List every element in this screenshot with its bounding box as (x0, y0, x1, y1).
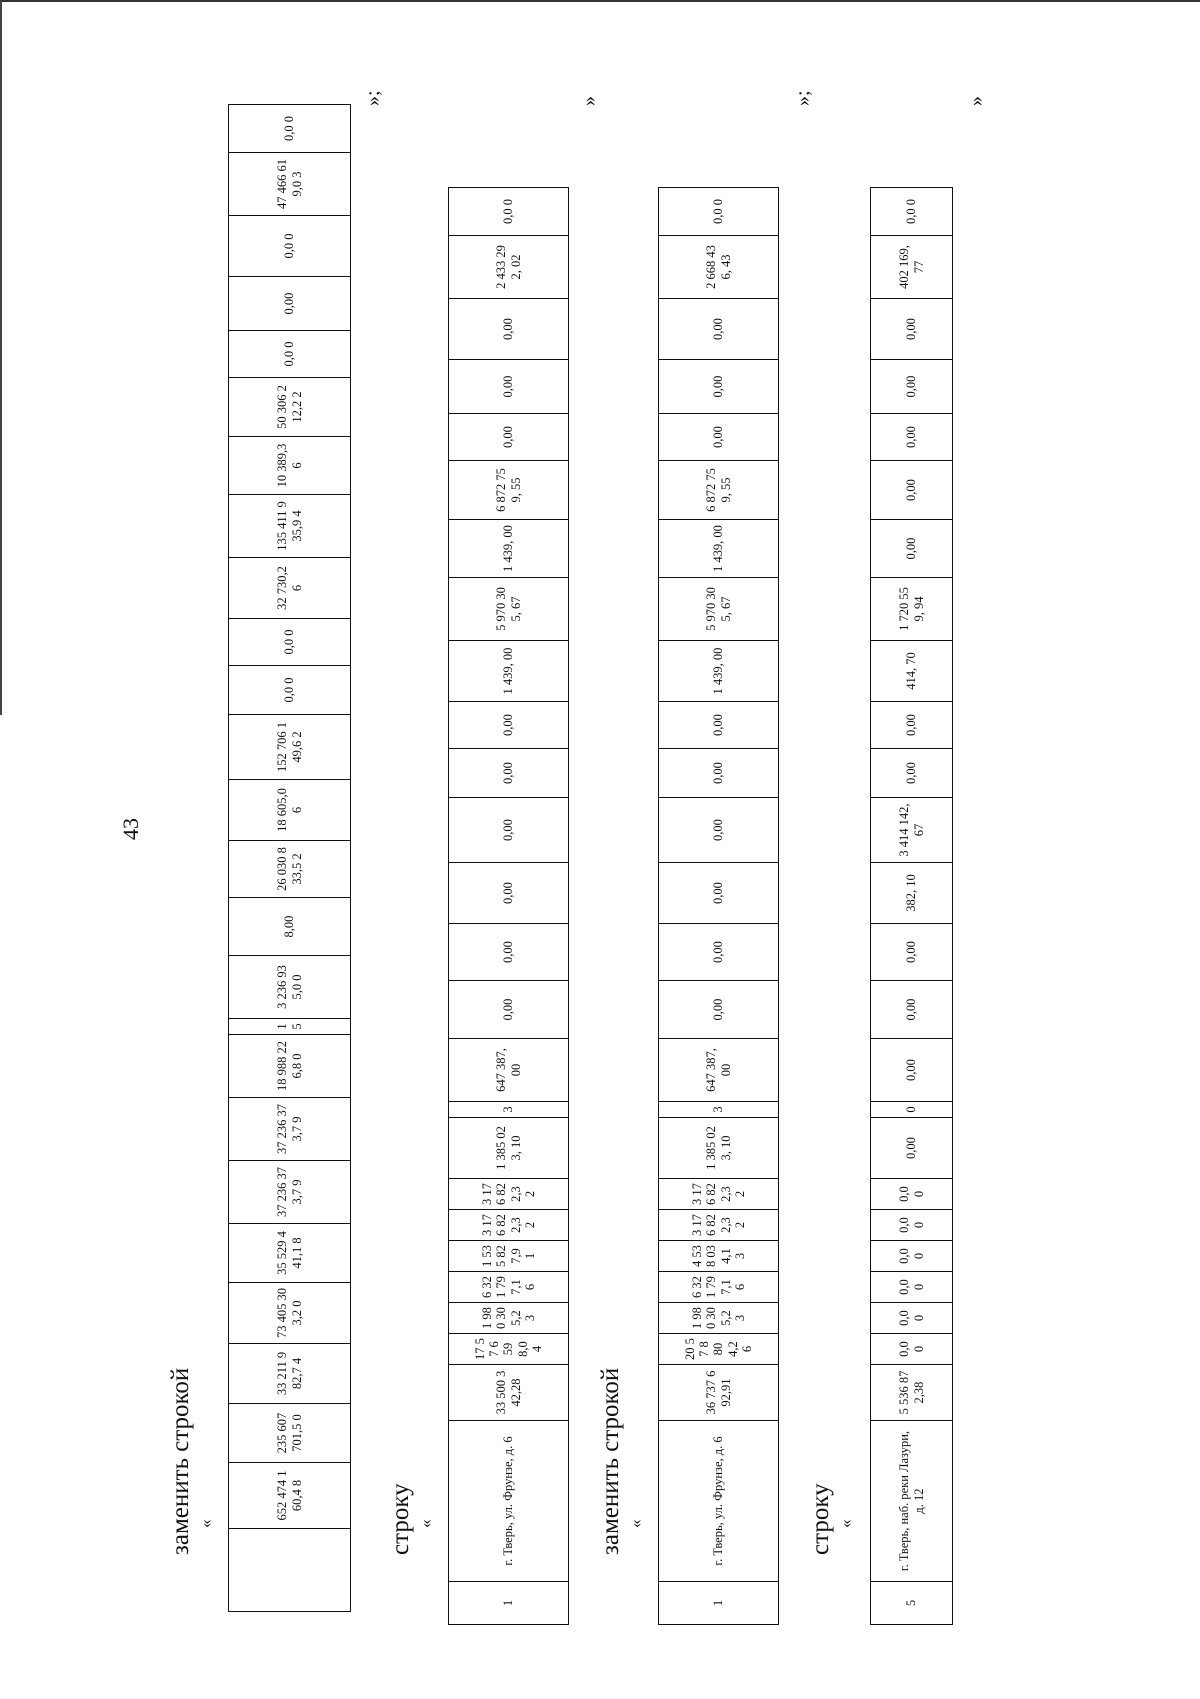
cell-value: 0,00 (501, 762, 516, 784)
block-2-table-rotor (448, 187, 569, 1625)
table-cell (871, 1365, 953, 1421)
cell-value: 0,00 (904, 714, 919, 736)
cell-value: 3 (501, 1106, 516, 1113)
table-cell (449, 1334, 569, 1365)
cell-value: 402 169, 77 (897, 245, 926, 289)
cell-value: 3 414 142, 67 (897, 803, 926, 857)
cell-value: 0,00 (904, 941, 919, 963)
cell-value: 5 (904, 1599, 919, 1607)
table-cell (449, 299, 569, 360)
cell-value: 3 (711, 1106, 726, 1113)
table-cell (449, 1039, 569, 1102)
table-cell (229, 437, 351, 495)
cell-value: 0,00 (904, 479, 919, 501)
cell-value: 1 (501, 1599, 516, 1607)
cell-value: 3 17 6 82 2,3 2 (689, 1183, 747, 1205)
cell-value: 0,0 0 (282, 677, 297, 703)
table-cell (449, 188, 569, 236)
table-cell (659, 1102, 779, 1118)
table-cell (449, 798, 569, 863)
cell-value: 18 988 226,8 0 (275, 1041, 304, 1091)
cell-value: 0,00 (711, 318, 726, 340)
table-cell (871, 1421, 953, 1582)
cell-value: 0,00 (904, 1137, 919, 1159)
cell-value: 5 970 305, 67 (704, 587, 733, 631)
table-cell (449, 863, 569, 924)
table-cell (659, 981, 779, 1039)
table-cell (871, 188, 953, 236)
cell-value: 6 32 1 79 7,1 6 (479, 1276, 537, 1298)
table-cell (659, 236, 779, 299)
table-cell (229, 1161, 351, 1224)
table-row (449, 188, 569, 1625)
table-cell (659, 798, 779, 863)
cell-value: 0,0 0 (904, 199, 919, 224)
block-3-close-quote: »; (792, 90, 814, 106)
cell-value: 1 (711, 1599, 726, 1607)
cell-value: 0,0 0 (282, 233, 297, 259)
block-4-table (870, 187, 953, 1625)
cell-value: 0,00 (501, 941, 516, 963)
cell-value: 1 439, 00 (501, 525, 516, 572)
table-cell (871, 924, 953, 981)
table-row (229, 105, 351, 1612)
table-cell (229, 1035, 351, 1098)
table-cell (449, 360, 569, 414)
block-1-table-rotor (228, 104, 351, 1612)
block-1-table (228, 104, 351, 1612)
cell-value: 647 387, 00 (704, 1048, 733, 1092)
table-cell (871, 1118, 953, 1179)
table-cell (871, 360, 953, 414)
table-cell (229, 841, 351, 898)
table-cell (449, 578, 569, 641)
cell-value: 0,00 (904, 998, 919, 1021)
cell-value: 33 211 982,7 4 (275, 1351, 304, 1396)
cell-value: 3 17 6 82 2,3 2 (479, 1214, 537, 1236)
table-cell (871, 414, 953, 461)
cell-value: 652 474 160,4 8 (275, 1470, 304, 1521)
cell-value: 0,0 0 (897, 1217, 926, 1233)
cell-value: 235 607 701,5 0 (275, 1412, 304, 1454)
cell-value: 414, 70 (904, 652, 919, 690)
table-cell (871, 702, 953, 749)
table-cell (229, 277, 351, 331)
cell-value: 6 872 759, 55 (704, 468, 733, 512)
table-cell (229, 1529, 351, 1612)
table-cell (659, 1365, 779, 1421)
table-cell (229, 1019, 351, 1035)
cell-value: 1 439, 00 (501, 647, 516, 695)
table-cell (229, 105, 351, 153)
table-cell (659, 924, 779, 981)
cell-value: 4 53 8 03 4,1 3 (689, 1245, 747, 1267)
table-cell (229, 1098, 351, 1161)
table-cell (871, 1272, 953, 1303)
table-cell (871, 1303, 953, 1334)
table-cell (659, 520, 779, 578)
cell-value: 32 730,2 6 (275, 566, 304, 610)
table-cell (449, 749, 569, 798)
cell-value: 1 439, 00 (711, 647, 726, 695)
cell-value: 36 737 692,91 (704, 1370, 733, 1415)
table-cell (659, 188, 779, 236)
cell-value: 3 236 935,0 0 (275, 965, 304, 1009)
table-cell (871, 1241, 953, 1272)
block-2-open-quote: « (416, 1519, 435, 1528)
table-cell (659, 578, 779, 641)
cell-value: 26 030 833,5 2 (275, 847, 304, 891)
table-cell (871, 798, 953, 863)
cell-value: 17 57 6 59 8,0 4 (472, 1338, 545, 1360)
cell-value: 35 529 441,1 8 (275, 1231, 304, 1275)
cell-value: 0,00 (501, 426, 516, 448)
cell-value: 0 (904, 1106, 919, 1113)
table-cell (659, 702, 779, 749)
table-cell (229, 780, 351, 841)
table-cell (871, 1039, 953, 1102)
cell-value: 0,0 0 (897, 1248, 926, 1264)
cell-value: 10 389,3 6 (275, 443, 304, 488)
table-cell (229, 1463, 351, 1529)
table-cell (449, 1118, 569, 1179)
cell-value: 0,00 (711, 375, 726, 398)
cell-value: 0,0 0 (897, 1310, 926, 1326)
table-cell (659, 299, 779, 360)
cell-value: 0,00 (501, 375, 516, 398)
cell-value: г. Тверь, ул. Фрунзе, д. 6 (711, 1436, 726, 1566)
table-cell (659, 1334, 779, 1365)
table-cell (229, 619, 351, 666)
block-4-phrase: строку (807, 1483, 834, 1555)
cell-value: 1 439, 00 (711, 525, 726, 572)
cell-value: 47 466 619,0 3 (275, 159, 304, 209)
cell-value: 1 53 5 82 7,9 1 (479, 1245, 537, 1267)
cell-value: 0,00 (711, 819, 726, 841)
cell-value: 382, 10 (904, 874, 919, 912)
cell-value: 0,0 0 (282, 116, 297, 141)
cell-value: 6 872 759, 55 (494, 468, 523, 512)
cell-value: 0,00 (501, 318, 516, 340)
table-cell (659, 1582, 779, 1625)
cell-value: 0,0 0 (897, 1279, 926, 1295)
table-cell (449, 1303, 569, 1334)
table-cell (659, 1241, 779, 1272)
cell-value: 0,00 (711, 426, 726, 448)
table-cell (871, 863, 953, 924)
cell-value: 0,00 (711, 882, 726, 904)
table-cell (229, 1344, 351, 1404)
table-cell (871, 1582, 953, 1625)
cell-value: 1 385 023, 10 (494, 1126, 523, 1170)
table-cell (449, 641, 569, 702)
table-row (871, 188, 953, 1625)
block-2-close-quote: » (578, 96, 600, 106)
table-cell (659, 749, 779, 798)
table-cell (449, 981, 569, 1039)
table-cell (871, 1210, 953, 1241)
block-4-close-quote: » (965, 96, 987, 106)
table-cell (229, 956, 351, 1019)
table-cell (449, 414, 569, 461)
cell-value: 0,00 (501, 819, 516, 841)
cell-value: 0,00 (904, 537, 919, 560)
table-cell (659, 1179, 779, 1210)
cell-value: 1 5 (275, 1023, 304, 1030)
cell-value: 1 720 559, 94 (897, 587, 926, 631)
table-cell (871, 578, 953, 641)
table-cell (659, 1039, 779, 1102)
cell-value: г. Тверь, ул. Фрунзе, д. 6 (501, 1436, 516, 1566)
cell-value: 152 706 149,6 2 (275, 722, 304, 772)
cell-value: 1 98 0 30 5,2 3 (689, 1307, 747, 1329)
cell-value: 6 32 1 79 7,1 6 (689, 1276, 747, 1298)
cell-value: 5 536 872,38 (897, 1370, 926, 1415)
cell-value: 37 236 373,7 9 (275, 1167, 304, 1217)
block-1-open-quote: « (196, 1519, 215, 1528)
table-cell (449, 702, 569, 749)
table-cell (229, 495, 351, 558)
block-3-table (658, 187, 779, 1625)
cell-value: 0,0 0 (282, 341, 297, 367)
block-3-open-quote: « (626, 1519, 645, 1528)
table-cell (229, 715, 351, 780)
scan-edge-top (0, 0, 1200, 2)
block-3-phrase: заменить строкой (597, 1367, 624, 1555)
table-cell (871, 981, 953, 1039)
cell-value: 0,0 0 (711, 199, 726, 224)
cell-value: 0,00 (282, 292, 297, 315)
cell-value: 0,00 (501, 714, 516, 736)
table-cell (229, 378, 351, 437)
cell-value: 0,0 0 (501, 199, 516, 224)
cell-value: 0,00 (711, 714, 726, 736)
table-cell (871, 749, 953, 798)
table-cell (659, 1118, 779, 1179)
cell-value: 0,0 0 (897, 1186, 926, 1202)
table-cell (871, 299, 953, 360)
cell-value: 0,00 (904, 426, 919, 448)
cell-value: 33 500 342,28 (494, 1370, 523, 1415)
cell-value: г. Тверь, наб. реки Лазури, д. 12 (897, 1430, 926, 1572)
table-cell (659, 1210, 779, 1241)
table-cell (449, 1210, 569, 1241)
table-cell (229, 1224, 351, 1283)
table-cell (449, 1179, 569, 1210)
cell-value: 0,00 (904, 318, 919, 340)
table-cell (871, 641, 953, 702)
cell-value: 50 306 212,2 2 (275, 385, 304, 429)
cell-value: 37 236 373,7 9 (275, 1104, 304, 1154)
cell-value: 3 17 6 82 2,3 2 (689, 1214, 747, 1236)
cell-value: 18 605,0 6 (275, 788, 304, 832)
block-4-open-quote: « (836, 1519, 855, 1528)
table-cell (659, 1272, 779, 1303)
cell-value: 0,00 (711, 998, 726, 1021)
table-cell (871, 461, 953, 520)
cell-value: 0,0 0 (897, 1341, 926, 1357)
table-cell (229, 216, 351, 277)
cell-value: 0,00 (711, 941, 726, 963)
cell-value: 0,00 (501, 882, 516, 904)
cell-value: 5 970 305, 67 (494, 587, 523, 631)
table-cell (449, 1241, 569, 1272)
table-cell (871, 1179, 953, 1210)
table-cell (229, 666, 351, 715)
cell-value: 0,00 (904, 1059, 919, 1081)
table-cell (449, 1365, 569, 1421)
block-2-phrase: строку (387, 1483, 414, 1555)
block-3-table-rotor (658, 187, 779, 1625)
table-cell (229, 558, 351, 619)
table-cell (659, 461, 779, 520)
table-cell (449, 1102, 569, 1118)
block-4-table-rotor (870, 187, 953, 1625)
cell-value: 647 387, 00 (494, 1048, 523, 1092)
table-cell (449, 1582, 569, 1625)
table-cell (449, 520, 569, 578)
cell-value: 0,00 (904, 375, 919, 398)
cell-value: 0,0 0 (282, 629, 297, 655)
cell-value: 0,00 (501, 998, 516, 1021)
cell-value: 2 668 436, 43 (704, 245, 733, 289)
cell-value: 0,00 (711, 762, 726, 784)
cell-value: 73 405 303,2 0 (275, 1288, 304, 1338)
table-cell (449, 236, 569, 299)
table-cell (229, 331, 351, 378)
table-cell (229, 1404, 351, 1463)
table-cell (659, 641, 779, 702)
cell-value: 0,00 (904, 762, 919, 784)
table-cell (871, 520, 953, 578)
cell-value: 1 98 0 30 5,2 3 (479, 1307, 537, 1329)
table-cell (449, 461, 569, 520)
cell-value: 20 57 8 80 4,2 6 (682, 1338, 755, 1360)
block-2-table (448, 187, 569, 1625)
table-row (659, 188, 779, 1625)
cell-value: 3 17 6 82 2,3 2 (479, 1183, 537, 1205)
table-cell (659, 414, 779, 461)
table-cell (659, 1303, 779, 1334)
scan-edge-left (0, 0, 2, 715)
cell-value: 8,00 (282, 915, 297, 938)
block-1-close-quote: »; (362, 90, 384, 106)
table-cell (871, 1102, 953, 1118)
table-cell (659, 863, 779, 924)
table-cell (871, 1334, 953, 1365)
cell-value: 1 385 023, 10 (704, 1126, 733, 1170)
table-cell (449, 1272, 569, 1303)
page-number: 43 (118, 818, 143, 840)
cell-value: 2 433 292, 02 (494, 245, 523, 289)
cell-value: 135 411 935,9 4 (275, 501, 304, 551)
table-cell (449, 1421, 569, 1582)
table-cell (449, 924, 569, 981)
table-cell (229, 898, 351, 956)
table-cell (659, 1421, 779, 1582)
block-1-phrase: заменить строкой (167, 1367, 194, 1555)
table-cell (229, 153, 351, 216)
table-cell (871, 236, 953, 299)
table-cell (659, 360, 779, 414)
table-cell (229, 1283, 351, 1344)
